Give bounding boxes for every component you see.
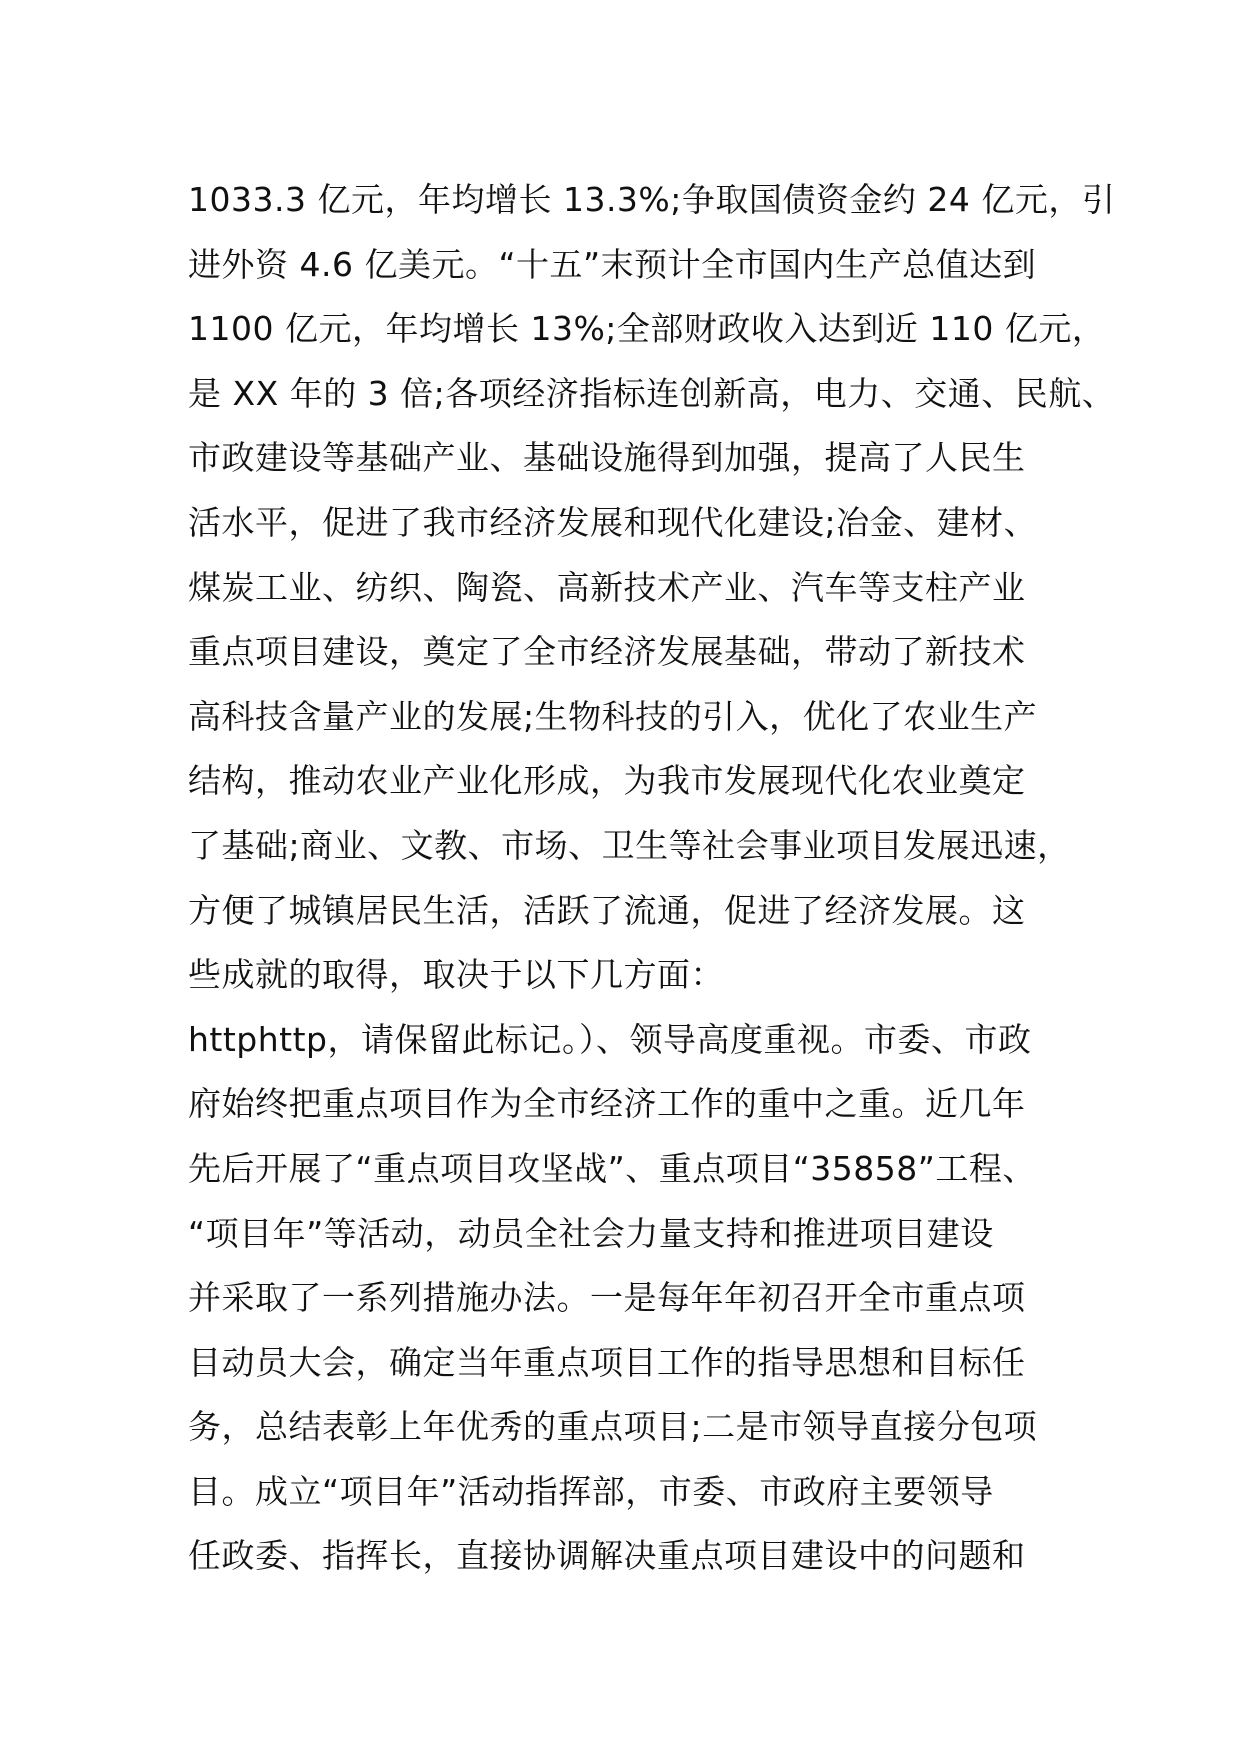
text-line: 1100 亿元，年均增长 13%;全部财政收入达到近 110 亿元， bbox=[188, 309, 1106, 349]
text-line: 先后开展了“重点项目攻坚战”、重点项目“35858”工程、 bbox=[188, 1148, 1036, 1188]
text-line: 市政建设等基础产业、基础设施得到加强，提高了人民生 bbox=[188, 438, 1026, 478]
text-line: 务，总结表彰上年优秀的重点项目;二是市领导直接分包项 bbox=[188, 1407, 1038, 1447]
text-line: 方便了城镇居民生活，活跃了流通，促进了经济发展。这 bbox=[188, 890, 1026, 930]
text-line: 高科技含量产业的发展;生物科技的引入，优化了农业生产 bbox=[188, 696, 1038, 736]
text-line: 1033.3 亿元，年均增长 13.3%;争取国债资金约 24 亿元，引 bbox=[188, 180, 1116, 219]
text-line: 煤炭工业、纺织、陶瓷、高新技术产业、汽车等支柱产业 bbox=[188, 567, 1026, 607]
text-line: 目。成立“项目年”活动指挥部，市委、市政府主要领导 bbox=[188, 1471, 994, 1511]
text-line: 任政委、指挥长，直接协调解决重点项目建设中的问题和 bbox=[188, 1536, 1026, 1576]
text-line: 结构，推动农业产业化形成，为我市发展现代化农业奠定 bbox=[188, 761, 1026, 801]
text-line: 目动员大会，确定当年重点项目工作的指导思想和目标任 bbox=[188, 1342, 1026, 1382]
text-line: 并采取了一系列措施办法。一是每年年初召开全市重点项 bbox=[188, 1278, 1026, 1318]
text-line: 重点项目建设，奠定了全市经济发展基础，带动了新技术 bbox=[188, 632, 1026, 672]
text-line: 是 XX 年的 3 倍;各项经济指标连创新高，电力、交通、民航、 bbox=[188, 373, 1116, 413]
text-line: 些成就的取得，取决于以下几方面： bbox=[188, 955, 724, 995]
text-line: 进外资 4.6 亿美元。“十五”末预计全市国内生产总值达到 bbox=[188, 244, 1037, 284]
text-line: httphttp，请保留此标记。）、领导高度重视。市委、市政 bbox=[188, 1019, 1032, 1059]
text-line: 活水平，促进了我市经济发展和现代化建设;冶金、建材、 bbox=[188, 502, 1038, 542]
text-line: 了基础;商业、文教、市场、卫生等社会事业项目发展迅速， bbox=[188, 825, 1071, 865]
text-line: “项目年”等活动，动员全社会力量支持和推进项目建设 bbox=[188, 1213, 994, 1253]
body-text bbox=[188, 168, 1116, 1589]
text-line: 府始终把重点项目作为全市经济工作的重中之重。近几年 bbox=[188, 1084, 1026, 1124]
